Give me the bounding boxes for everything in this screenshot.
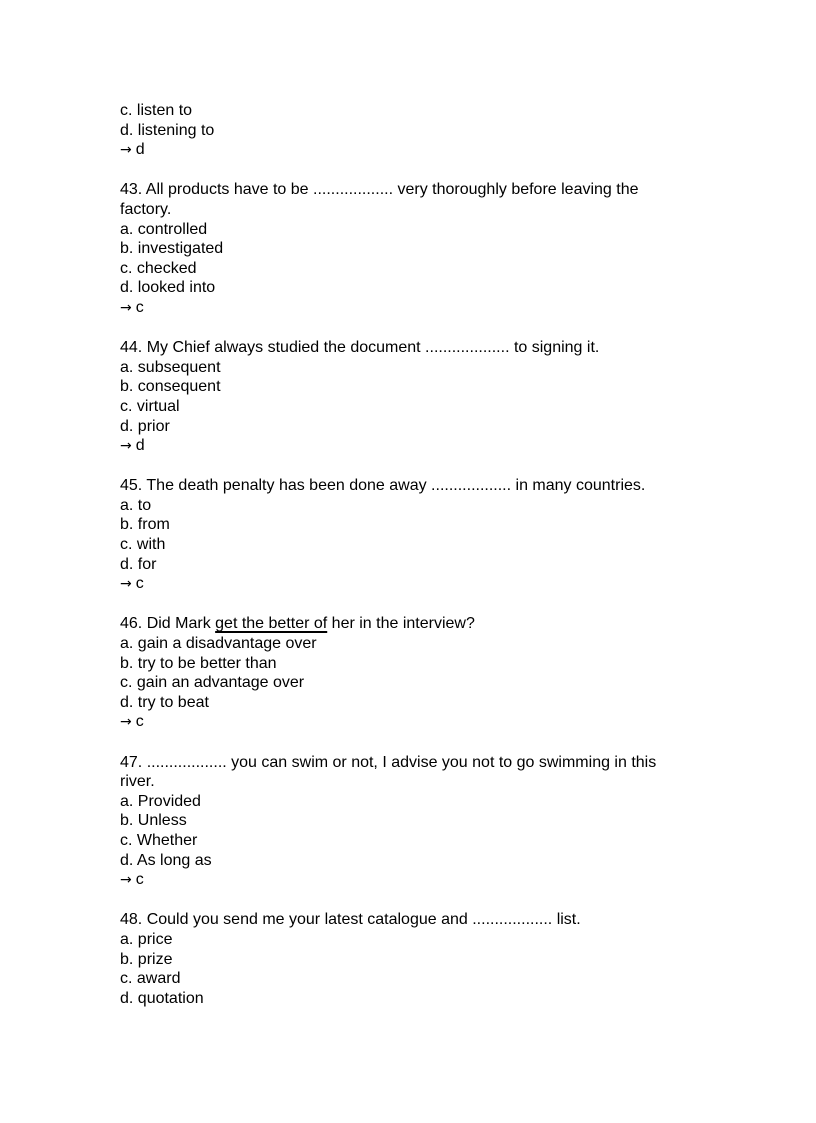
option-d: d. looked into [120,279,216,297]
option-c: c. gain an advantage over [120,674,305,692]
option-d: d. quotation [120,989,204,1007]
underlined-phrase: get the better of [215,615,328,633]
option-c: c. award [120,970,181,988]
option-c: c. Whether [120,831,198,849]
option-b: b. consequent [120,378,221,396]
option-d: d. try to beat [120,693,209,711]
question-42 [120,101,680,161]
option-c: c. checked [120,259,197,277]
question-stem-continued: river. [120,773,155,791]
answer-key: d [135,141,145,159]
answer-key: c [135,575,144,593]
question-stem: 45. The death penalty has been done away .................. in many countries. [120,477,646,495]
option-d: d. for [120,555,157,573]
option-b: b. investigated [120,240,224,258]
answer-line [120,712,680,733]
option-a: a. controlled [120,220,208,238]
option-b: b. try to be better than [120,654,277,672]
answer-line [120,140,680,161]
option-a: a. price [120,930,173,948]
question-48 [120,910,680,1008]
question-stem [120,614,680,634]
answer-key: c [135,298,144,316]
question-stem: 48. Could you send me your latest catalogue and .................. list. [120,911,581,929]
option-c: c. listen to [120,102,193,119]
answer-key: d [135,437,145,455]
question-43 [120,180,680,318]
answer-key: c [135,713,144,731]
answer-line [120,574,680,595]
question-47 [120,753,680,891]
answer-line [120,870,680,891]
arrow-right-icon: → [120,438,132,455]
answer-line [120,436,680,457]
question-stem: 44. My Chief always studied the document ................... to signing it. [120,339,600,357]
arrow-right-icon: → [120,142,132,159]
option-a: a. to [120,496,152,514]
arrow-right-icon: → [120,872,132,889]
option-d: d. As long as [120,851,212,869]
option-b: b. prize [120,950,173,968]
answer-line [120,298,680,319]
question-45 [120,476,680,595]
option-b: b. from [120,516,170,534]
option-d: d. listening to [120,121,215,139]
question-stem: 43. All products have to be .................. very thoroughly before leaving the [120,181,639,199]
arrow-right-icon: → [120,299,132,316]
option-a: a. Provided [120,792,201,810]
option-a: a. gain a disadvantage over [120,635,317,653]
question-46 [120,614,680,733]
option-b: b. Unless [120,812,187,830]
option-a: a. subsequent [120,358,221,376]
option-d: d. prior [120,417,170,435]
arrow-right-icon: → [120,714,132,731]
question-stem: 47. .................. you can swim or not, I advise you not to go swimming in this [120,753,657,771]
option-c: c. virtual [120,397,180,415]
question-stem-continued: factory. [120,200,172,218]
question-44 [120,338,680,457]
option-c: c. with [120,536,166,554]
quiz-page [120,101,680,1008]
stem-before: 46. Did Mark [120,615,216,633]
answer-key: c [135,871,144,889]
arrow-right-icon: → [120,576,132,593]
stem-after: her in the interview? [327,615,475,633]
